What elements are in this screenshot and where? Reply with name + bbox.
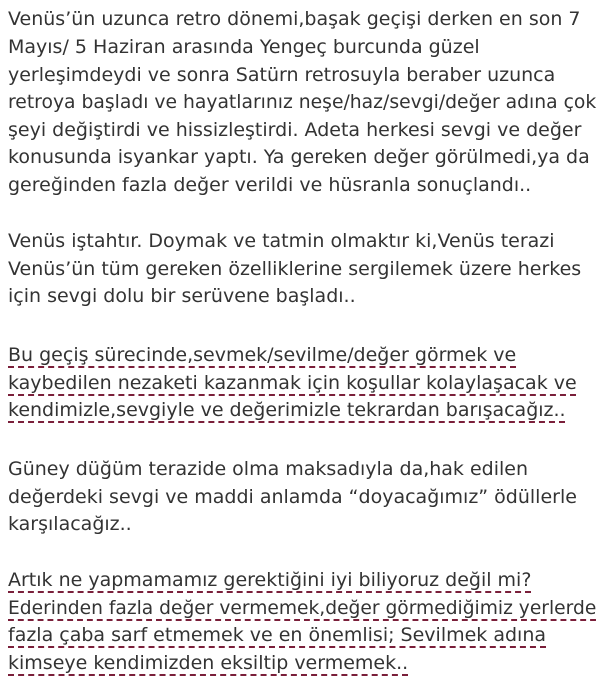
- p4-line-3: karşılacağız..: [8, 513, 132, 535]
- p2-line-1: Venüs iştahtır. Doymak ve tatmin olmaktır ki,Venüs terazi: [8, 230, 555, 252]
- p1-line-6: konusunda isyankar yaptı. Ya gereken değer görülmedi,ya da: [8, 146, 590, 168]
- p2-line-2: Venüs’ün tüm gereken özelliklerine sergilemek üzere herkes: [8, 258, 582, 280]
- p1-line-2: Mayıs/ 5 Haziran arasında Yengeç burcunda güzel: [8, 36, 480, 58]
- p1-line-7: gereğinden fazla değer verildi ve hüsranla sonuçlandı..: [8, 174, 532, 196]
- p5-line-3: fazla çaba sarf etmemek ve en önemlisi; Sevilmek adına: [8, 624, 547, 646]
- p3-line-3: kendimizle,sevgiyle ve değerimizle tekrardan barışacağız..: [8, 399, 566, 421]
- p1-line-3: yerleşimdeydi ve sonra Satürn retrosuyla beraber uzunca: [8, 64, 556, 86]
- p1-line-4: retroya başladı ve hayatlarınız neşe/haz/sevgi/değer adına çok: [8, 91, 597, 113]
- p1-line-1: Venüs’ün uzunca retro dönemi,başak geçişi derken en son 7: [8, 8, 581, 30]
- p3-line-1: Bu geçiş sürecinde,sevmek/sevilme/değer görmek ve: [8, 344, 517, 366]
- p4-line-2: değerdeki sevgi ve maddi anlamda “doyacağımız” ödüllerle: [8, 486, 577, 508]
- p5-line-2: Ederinden fazla değer vermemek,değer görmediğimiz yerlerde: [8, 597, 597, 619]
- p4-line-1: Güney düğüm terazide olma maksadıyla da,hak edilen: [8, 458, 529, 480]
- p3-line-2: kaybedilen nezaketi kazanmak için koşullar kolaylaşacak ve: [8, 372, 577, 394]
- p2-line-3: için sevgi dolu bir serüvene başladı..: [8, 285, 356, 307]
- p1-line-5: şeyi değiştirdi ve hissizleştirdi. Adeta herkesi sevgi ve değer: [8, 119, 582, 141]
- p5-line-4: kimseye kendimizden eksiltip vermemek..: [8, 652, 409, 674]
- p5-line-1: Artık ne yapmamamız gerektiğini iyi biliyoruz değil mi?: [8, 569, 532, 591]
